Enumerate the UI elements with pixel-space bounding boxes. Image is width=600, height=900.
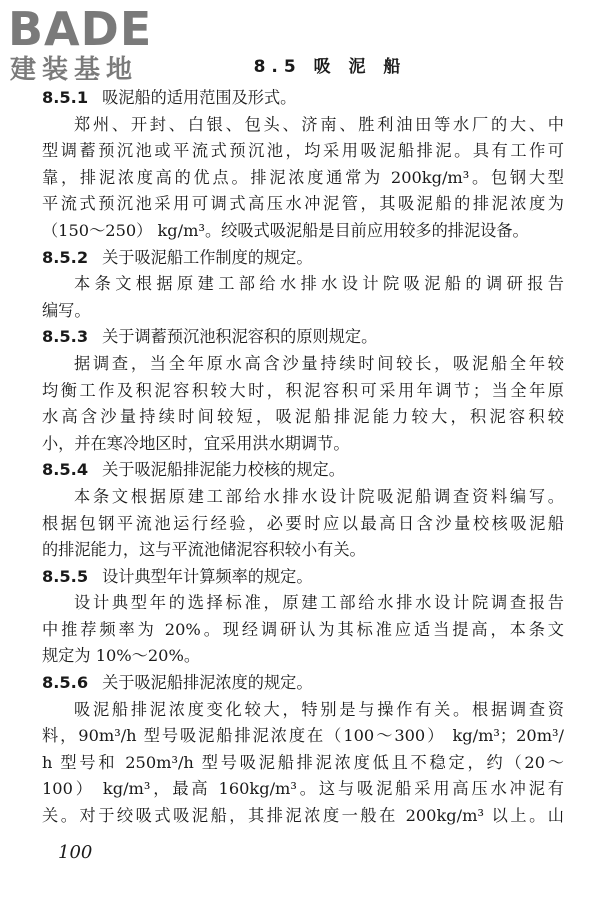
paragraph-line: 吸泥船排泥浓度变化较大，特别是与操作有关。根据调查资 [74, 699, 564, 719]
paragraph-line: 根据包钢平流池运行经验，必要时应以最高日含沙量校核吸泥船 [42, 513, 564, 533]
clause-heading-text: 关于吸泥船排泥能力校核的规定。 [102, 460, 345, 480]
clause-number: 8.5.1 [42, 88, 89, 107]
paragraph-line: 据调查，当全年原水高含沙量持续时间较长，吸泥船全年较 [74, 353, 564, 373]
clause-heading [42, 324, 564, 351]
page-number: 100 [58, 842, 93, 863]
paragraph-line: 本条文根据原建工部给水排水设计院吸泥船的调研报告 [74, 274, 564, 294]
clause-heading-text: 设计典型年计算频率的规定。 [102, 566, 313, 586]
logo-wordmark: BADE [8, 2, 153, 56]
page-content [42, 85, 564, 830]
clause-heading-text: 关于吸泥船排泥浓度的规定。 [102, 673, 313, 693]
paragraph-line: 规定为 10%～20%。 [42, 646, 201, 666]
clause-heading [42, 457, 564, 484]
clause-heading-text: 吸泥船的适用范围及形式。 [102, 88, 297, 107]
paragraph-line: 100） kg/m³，最高 160kg/m³。这与吸泥船采用高压水冲泥有 [42, 779, 564, 799]
paragraph-line: 关。对于绞吸式吸泥船，其排泥浓度一般在 200kg/m³ 以上。山 [42, 806, 564, 826]
clause-number: 8.5.5 [42, 566, 89, 586]
clause-heading [42, 564, 564, 591]
logo-subtitle: 建装基地 [10, 55, 139, 85]
paragraph-line: 型调蓄预沉池或平流式预沉池，均采用吸泥船排泥。具有工作可 [42, 141, 564, 161]
clause-heading [42, 670, 564, 697]
paragraph-line: 郑州、开封、白银、包头、济南、胜利油田等水厂的大、中 [74, 114, 564, 134]
paragraph-line: 水高含沙量持续时间较短，吸泥船排泥能力较大，积泥容积较 [42, 407, 564, 427]
clause-number: 8.5.6 [42, 673, 89, 693]
paragraph-line: 平流式预沉池采用可调式高压水冲泥管，其吸泥船的排泥浓度为 [42, 194, 564, 214]
paragraph-line: 的排泥能力，这与平流池储泥容积较小有关。 [42, 540, 366, 560]
clause-heading [42, 245, 564, 272]
clause-heading-text: 关于吸泥船工作制度的规定。 [102, 247, 313, 267]
paragraph-line: 本条文根据原建工部给水排水设计院吸泥船调查资料编写。 [74, 486, 564, 506]
clause-heading [42, 85, 564, 112]
paragraph-line: 中推荐频率为 20%。现经调研认为其标准应适当提高，本条文 [42, 619, 564, 639]
section-title: 8.5 吸 泥 船 [253, 57, 407, 77]
clause-number: 8.5.2 [42, 247, 89, 267]
clause-number: 8.5.4 [42, 460, 89, 480]
paragraph-line: （150～250） kg/m³。绞吸式吸泥船是目前应用较多的排泥设备。 [42, 220, 529, 240]
paragraph-line: 小，并在寒冷地区时，宜采用洪水期调节。 [42, 433, 350, 453]
clause-number: 8.5.3 [42, 327, 89, 347]
paragraph-line: h 型号和 250m³/h 型号吸泥船排泥浓度低且不稳定，约（20～ [42, 752, 564, 772]
paragraph-line: 均衡工作及积泥容积较大时，积泥容积可采用年调节；当全年原 [42, 380, 564, 400]
clause-heading-text: 关于调蓄预沉池积泥容积的原则规定。 [102, 327, 378, 347]
paragraph-line: 编写。 [42, 300, 91, 320]
paragraph-line: 靠，排泥浓度高的优点。排泥浓度通常为 200kg/m³。包钢大型 [42, 167, 564, 187]
paragraph-line: 设计典型年的选择标准，原建工部给水排水设计院调查报告 [74, 593, 564, 613]
paragraph-line: 料，90m³/h 型号吸泥船排泥浓度在（100～300） kg/m³；20m³/ [42, 726, 564, 746]
